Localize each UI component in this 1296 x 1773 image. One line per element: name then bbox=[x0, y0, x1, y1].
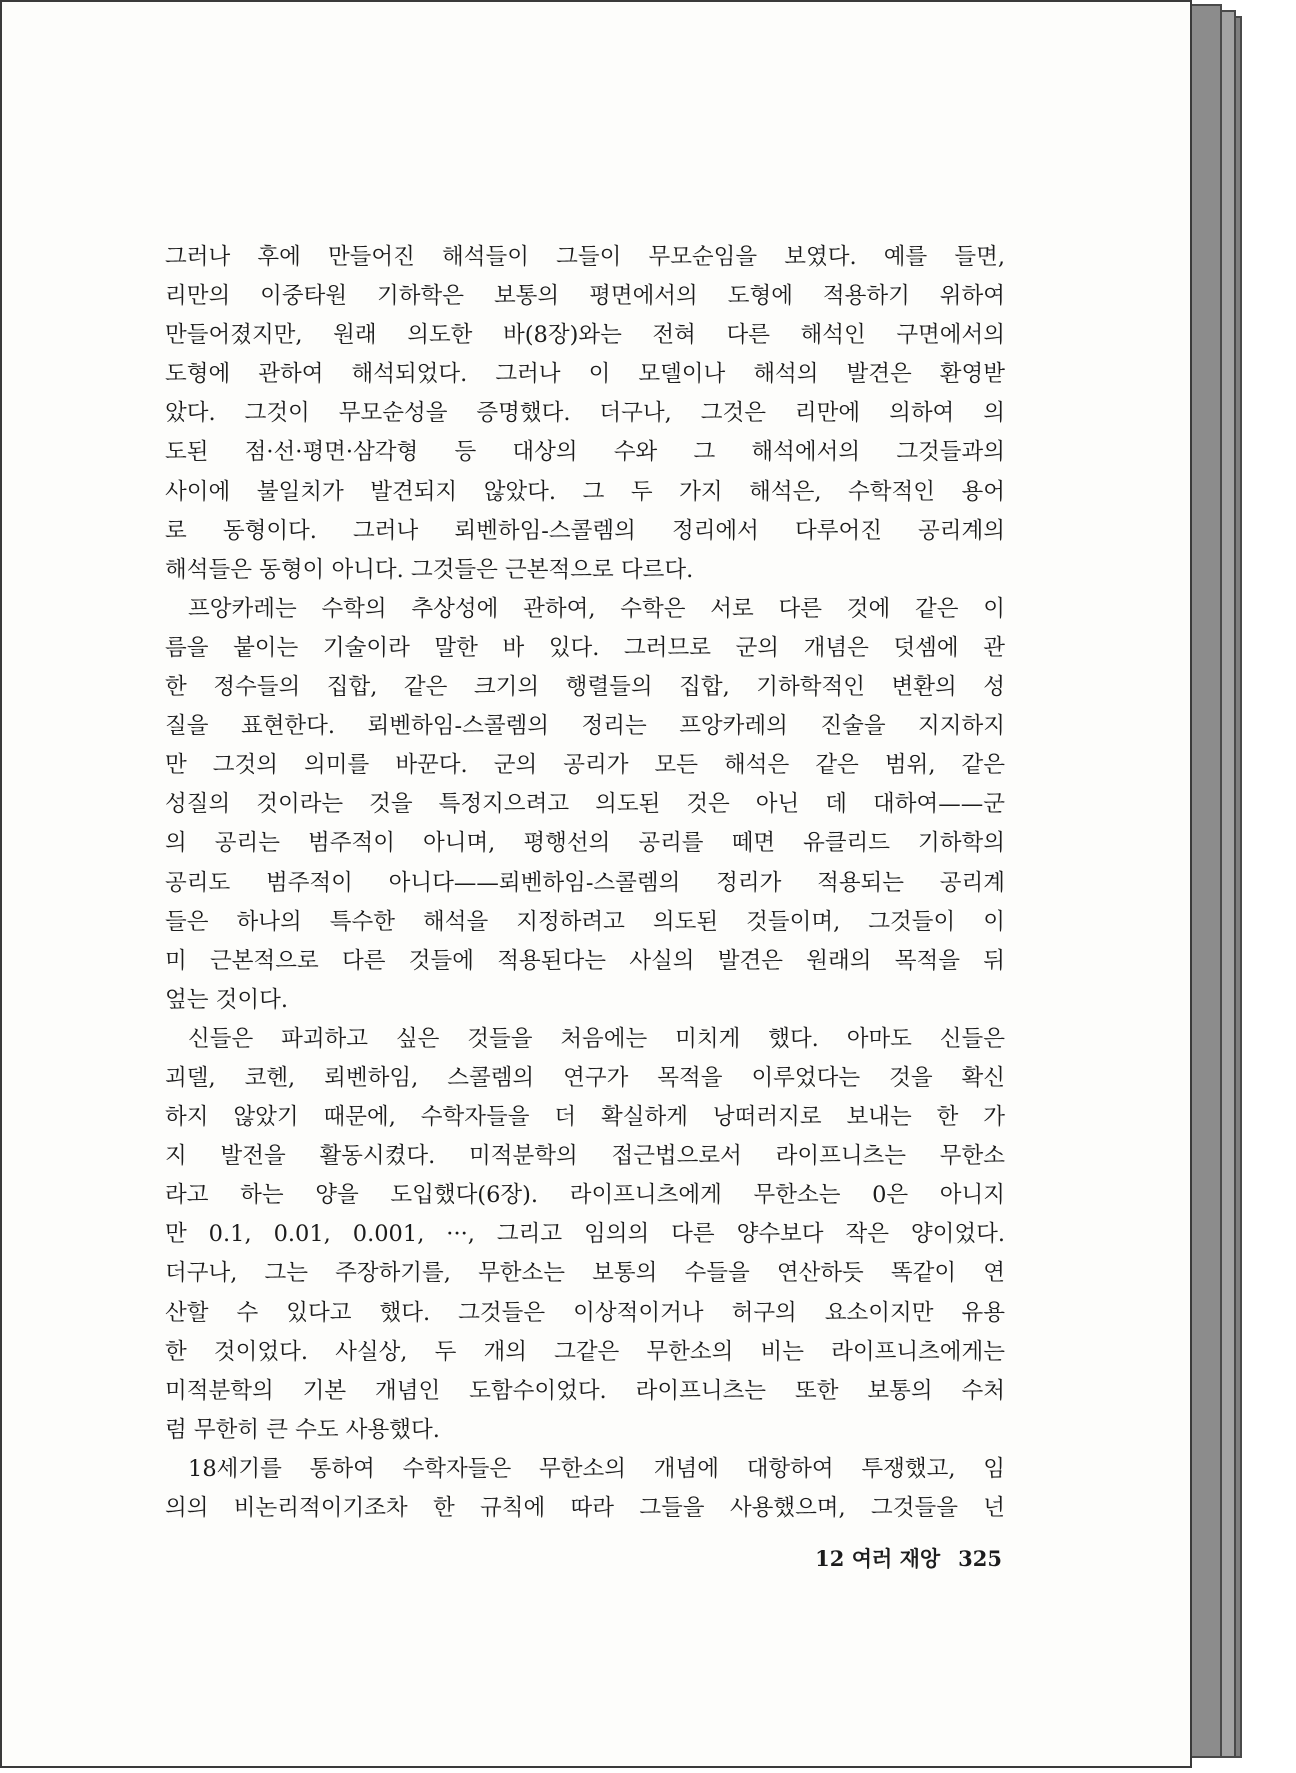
paragraph bbox=[165, 238, 1005, 590]
text-line: 로 동형이다. 그러나 뢰벤하임-스콜렘의 정리에서 다루어진 공리계의 bbox=[165, 517, 1005, 544]
page-edge-front bbox=[1190, 4, 1222, 1758]
text-line: 만 그것의 의미를 바꾼다. 군의 공리가 모든 해석은 같은 범위, 같은 bbox=[165, 752, 1005, 779]
text-line: 한 것이었다. 사실상, 두 개의 그같은 무한소의 비는 라이프니츠에게는 bbox=[165, 1338, 1005, 1365]
page-number: 325 bbox=[958, 1545, 1002, 1571]
text-line: 괴델, 코헨, 뢰벤하임, 스콜렘의 연구가 목적을 이루었다는 것을 확신 bbox=[165, 1064, 1005, 1091]
text-line: 신들은 파괴하고 싶은 것들을 처음에는 미치게 했다. 아마도 신들은 bbox=[188, 1025, 1005, 1052]
text-line: 성질의 것이라는 것을 특정지으려고 의도된 것은 아닌 데 대하여——군 bbox=[165, 791, 1005, 818]
text-line: 산할 수 있다고 했다. 그것들은 이상적이거나 허구의 요소이지만 유용 bbox=[165, 1299, 1005, 1326]
text-line: 공리도 범주적이 아니다——뢰벤하임-스콜렘의 정리가 적용되는 공리계 bbox=[165, 869, 1005, 896]
text-line: 엎는 것이다. bbox=[165, 986, 288, 1013]
text-line: 해석들은 동형이 아니다. 그것들은 근본적으로 다르다. bbox=[165, 556, 694, 583]
text-line: 의 공리는 범주적이 아니며, 평행선의 공리를 떼면 유클리드 기하학의 bbox=[165, 830, 1005, 857]
text-line: 18세기를 통하여 수학자들은 무한소의 개념에 대항하여 투쟁했고, 임 bbox=[188, 1455, 1005, 1482]
text-line: 미 근본적으로 다른 것들에 적용된다는 사실의 발견은 원래의 목적을 뒤 bbox=[165, 947, 1005, 974]
text-line: 름을 붙이는 기술이라 말한 바 있다. 그러므로 군의 개념은 덧셈에 관 bbox=[165, 634, 1005, 661]
body-text bbox=[165, 238, 1005, 1528]
text-line: 라고 하는 양을 도입했다(6장). 라이프니츠에게 무한소는 0은 아니지 bbox=[165, 1182, 1005, 1209]
text-line: 도된 점·선·평면·삼각형 등 대상의 수와 그 해석에서의 그것들과의 bbox=[165, 439, 1005, 466]
paragraph bbox=[165, 1020, 1005, 1450]
text-line: 들은 하나의 특수한 해석을 지정하려고 의도된 것들이며, 그것들이 이 bbox=[165, 908, 1005, 935]
text-line: 럼 무한히 큰 수도 사용했다. bbox=[165, 1416, 440, 1443]
text-line: 미적분학의 기본 개념인 도함수이었다. 라이프니츠는 또한 보통의 수처 bbox=[165, 1377, 1005, 1404]
text-line: 만 0.1, 0.01, 0.001, ···, 그리고 임의의 다른 양수보다 작은 양이었다. bbox=[165, 1221, 1005, 1248]
chapter-title: 12 여러 재앙 bbox=[815, 1546, 941, 1571]
text-line: 도형에 관하여 해석되었다. 그러나 이 모델이나 해석의 발견은 환영받 bbox=[165, 361, 1005, 388]
text-line: 하지 않았기 때문에, 수학자들을 더 확실하게 낭떠러지로 보내는 한 가 bbox=[165, 1104, 1005, 1131]
paragraph bbox=[165, 1450, 1005, 1528]
text-line: 만들어졌지만, 원래 의도한 바(8장)와는 전혀 다른 해석인 구면에서의 bbox=[165, 322, 1005, 349]
text-line: 사이에 불일치가 발견되지 않았다. 그 두 가지 해석은, 수학적인 용어 bbox=[165, 478, 1005, 505]
running-footer bbox=[782, 1542, 1002, 1574]
text-line: 리만의 이중타원 기하학은 보통의 평면에서의 도형에 적용하기 위하여 bbox=[165, 283, 1005, 310]
text-line: 았다. 그것이 무모순성을 증명했다. 더구나, 그것은 리만에 의하여 의 bbox=[165, 400, 1005, 427]
text-line: 지 발전을 활동시켰다. 미적분학의 접근법으로서 라이프니츠는 무한소 bbox=[165, 1143, 1005, 1170]
paragraph bbox=[165, 590, 1005, 1020]
text-line: 의의 비논리적이기조차 한 규칙에 따라 그들을 사용했으며, 그것들을 넌 bbox=[165, 1495, 1005, 1521]
text-line: 더구나, 그는 주장하기를, 무한소는 보통의 수들을 연산하듯 똑같이 연 bbox=[165, 1260, 1005, 1287]
text-line: 프앙카레는 수학의 추상성에 관하여, 수학은 서로 다른 것에 같은 이 bbox=[188, 595, 1005, 622]
text-line: 그러나 후에 만들어진 해석들이 그들이 무모순임을 보였다. 예를 들면, bbox=[165, 244, 1005, 270]
text-line: 한 정수들의 집합, 같은 크기의 행렬들의 집합, 기하학적인 변환의 성 bbox=[165, 674, 1005, 701]
text-line: 질을 표현한다. 뢰벤하임-스콜렘의 정리는 프앙카레의 진술을 지지하지 bbox=[165, 713, 1005, 740]
